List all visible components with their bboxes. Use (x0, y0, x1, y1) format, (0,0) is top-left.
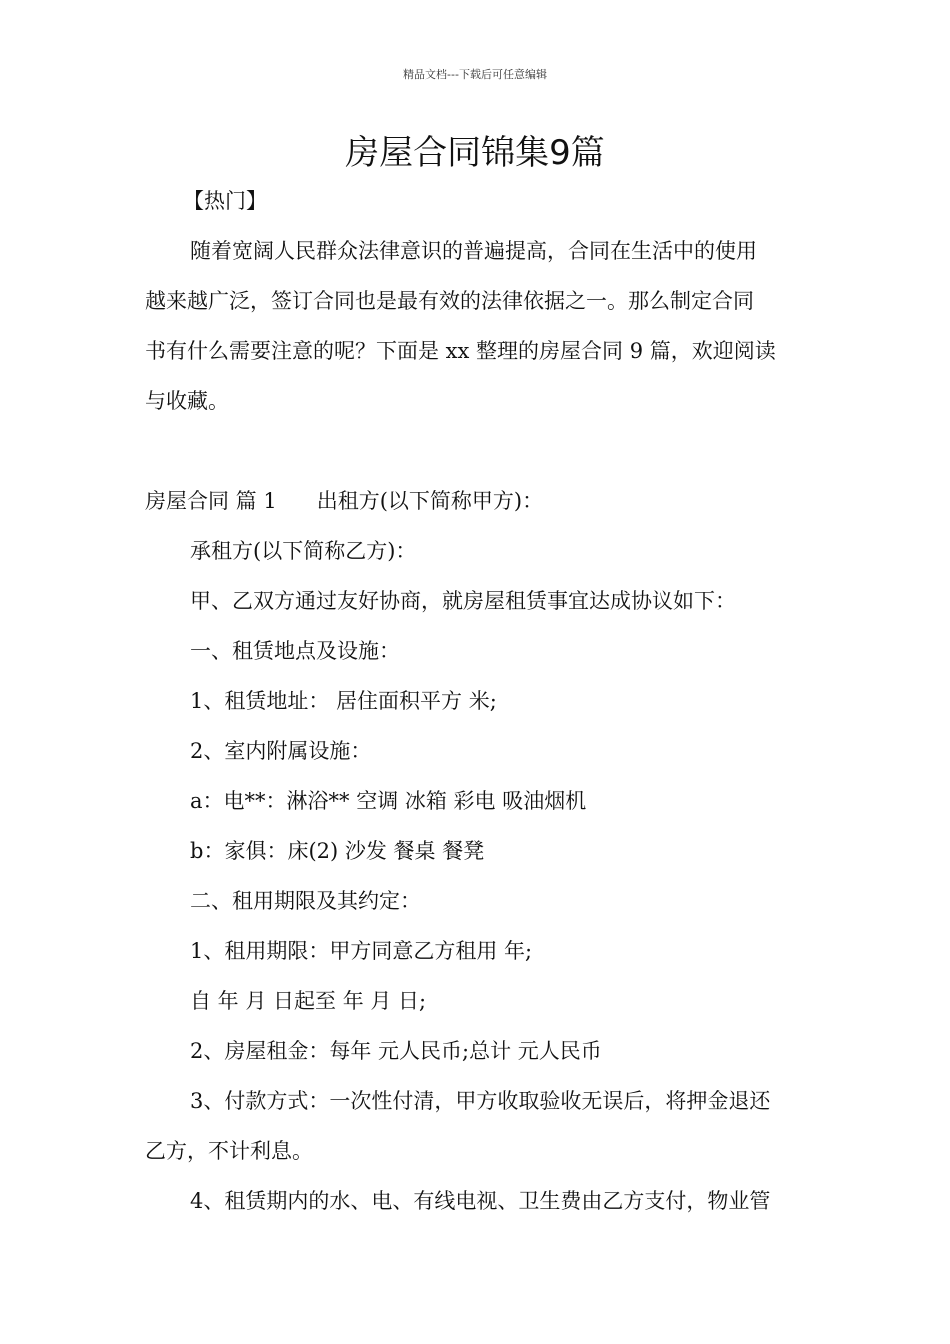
intro-line: 越来越广泛，签订合同也是最有效的法律依据之一。那么制定合同 (145, 289, 754, 313)
section-heading-line (145, 486, 810, 516)
intro-line: 书有什么需要注意的呢？下面是 xx 整理的房屋合同 9 篇，欢迎阅读 (145, 339, 776, 363)
clause-line: 2、室内附属设施： (190, 739, 372, 763)
clause-line: 4、租赁期内的水、电、有线电视、卫生费由乙方支付，物业管 (190, 1189, 771, 1213)
section-heading: 房屋合同 篇 1 (145, 489, 277, 513)
lessee-line: 承租方(以下简称乙方)： (190, 539, 417, 563)
clause-line: 一、租赁地点及设施： (190, 639, 400, 663)
agreement-line: 甲、乙双方通过友好协商，就房屋租赁事宜达成协议如下： (190, 589, 736, 613)
clause-line: 1、租赁地址： 居住面积平方 米; (190, 689, 497, 713)
clause-line: 1、租用期限：甲方同意乙方租用 年; (190, 939, 533, 963)
intro-line: 随着宽阔人民群众法律意识的普遍提高，合同在生活中的使用 (190, 239, 757, 263)
clause-line: a：电**：淋浴** 空调 冰箱 彩电 吸油烟机 (190, 789, 587, 813)
clause-line: 3、付款方式：一次性付清，甲方收取验收无误后，将押金退还 (190, 1089, 771, 1113)
tag-label: 【热门】 (183, 189, 267, 213)
intro-line: 与收藏。 (145, 389, 229, 413)
clause-line: 2、房屋租金：每年 元人民币;总计 元人民币 (190, 1039, 602, 1063)
clause-line: 乙方，不计利息。 (145, 1139, 313, 1163)
lessor-line: 出租方(以下简称甲方)： (316, 489, 544, 513)
clause-line: 自 年 月 日起至 年 月 日; (190, 989, 427, 1013)
header-note: 精品文档---下载后可任意编辑 (403, 68, 547, 81)
clause-line: b：家俱：床(2) 沙发 餐桌 餐凳 (190, 839, 485, 863)
document-title: 房屋合同锦集9篇 (345, 133, 605, 173)
clause-line: 二、租用期限及其约定： (190, 889, 421, 913)
